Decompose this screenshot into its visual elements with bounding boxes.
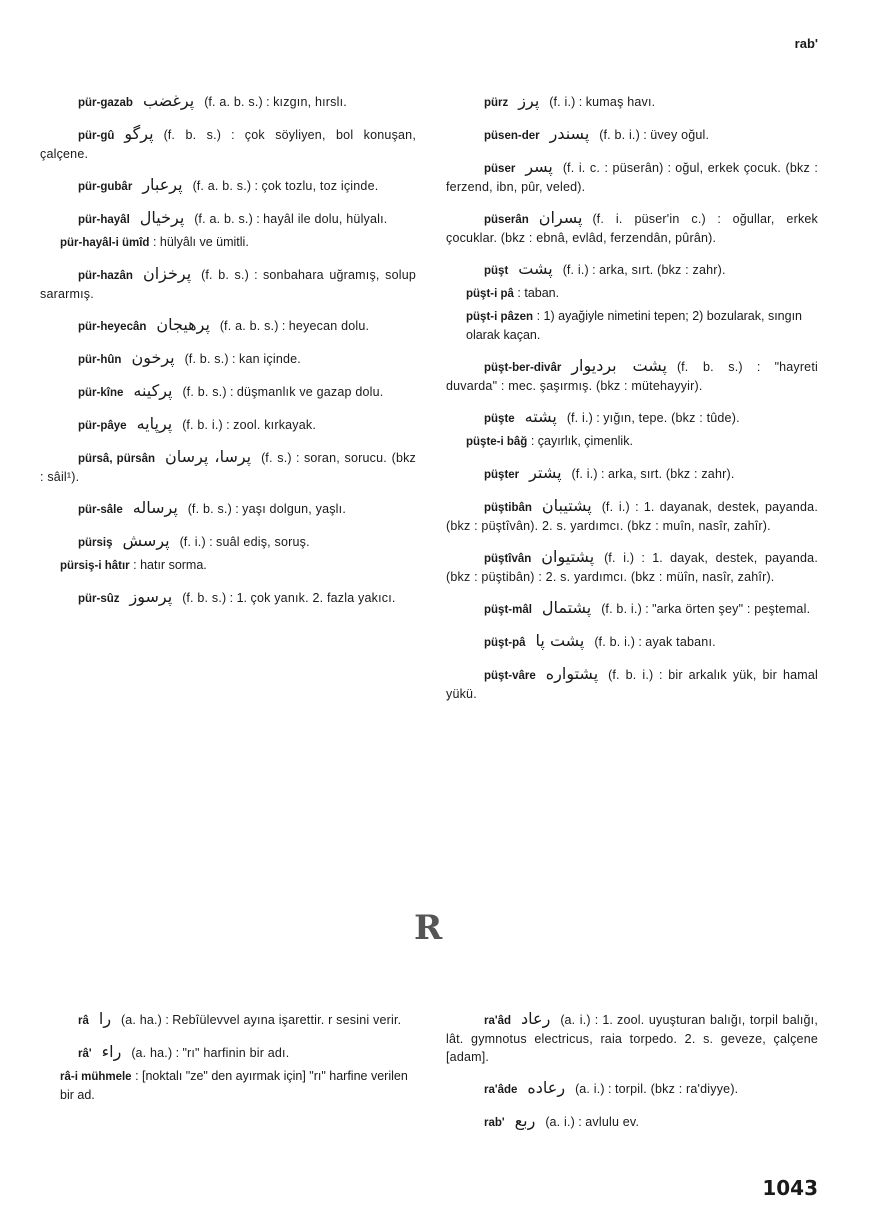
arabic-script: پرز bbox=[518, 91, 540, 110]
arabic-script: پشت پا bbox=[535, 631, 585, 650]
arabic-script: پرسا، پرسان bbox=[165, 447, 252, 466]
arabic-script: پشت بردیوار bbox=[571, 356, 667, 375]
running-head: rab' bbox=[794, 36, 818, 51]
headword: pürsiş-i hâtır bbox=[60, 560, 130, 572]
definition: (f. b. i.) : "arka örten şey" : peştemal. bbox=[601, 602, 811, 616]
dictionary-entry bbox=[40, 588, 416, 608]
definition: (f. b. s.) : sonbahara uğramış, solup sararmış. bbox=[40, 268, 416, 301]
definition: (f. a. b. s.) : heyecan dolu. bbox=[219, 319, 370, 333]
headword: rab' bbox=[484, 1117, 505, 1129]
headword: pür-gû bbox=[78, 130, 115, 142]
dictionary-entry bbox=[40, 92, 416, 112]
arabic-script: پسران bbox=[538, 208, 583, 227]
arabic-script: پشت bbox=[518, 259, 553, 278]
headword: püşte bbox=[484, 413, 515, 425]
headword: pür-sûz bbox=[78, 593, 120, 605]
definition: (a. ha.) : "rı" harfinin bir adı. bbox=[131, 1046, 290, 1060]
definition: (f. i. c. : püserân) : oğul, erkek çocuk. (bkz : ferzend, ibn, pûr, veled). bbox=[446, 161, 818, 194]
dictionary-entry bbox=[446, 158, 818, 196]
headword: püşt-i pâzen bbox=[466, 311, 534, 323]
headword: püşter bbox=[484, 469, 520, 481]
definition: (f. b. s.) : çok söyliyen, bol konuşan, çalçene. bbox=[40, 128, 416, 161]
definition: (f. i. püser'in c.) : oğullar, erkek çocuklar. (bkz : ebnâ, evlâd, ferzendân, pûrân). bbox=[446, 212, 818, 245]
dictionary-entry bbox=[40, 382, 416, 402]
left-column-top bbox=[40, 92, 416, 621]
definition: (f. b. s.) : "hayreti duvarda" : mec. şaşırmış. (bkz : mütehayyir). bbox=[446, 360, 818, 393]
definition: (f. a. b. s.) : hayâl ile dolu, hülyalı. bbox=[194, 212, 388, 226]
headword: püşt-mâl bbox=[484, 604, 532, 616]
headword: pür-gazab bbox=[78, 97, 133, 109]
dictionary-entry bbox=[40, 209, 416, 229]
arabic-script: پرسوز bbox=[129, 587, 173, 606]
definition: (f. a. b. s.) : çok tozlu, toz içinde. bbox=[192, 179, 379, 193]
sub-entry bbox=[60, 1067, 416, 1104]
definition: (a. i.) : 1. zool. uyuşturan balığı, torpil balığı, lât. gymnotus electricus, raia torpedo. 2. s. geveze, çalçene [adam]. bbox=[446, 1013, 818, 1064]
dictionary-entry bbox=[40, 316, 416, 336]
definition: (f. i.) : suâl ediş, soruş. bbox=[179, 535, 310, 549]
headword: pür-hayâl bbox=[78, 214, 130, 226]
headword: râ-i mühmele bbox=[60, 1071, 132, 1083]
definition: (f. i.) : yığın, tepe. (bkz : tûde). bbox=[566, 411, 740, 425]
dictionary-entry bbox=[446, 1079, 818, 1099]
dictionary-entry bbox=[40, 1043, 416, 1063]
arabic-script: رعاده bbox=[527, 1078, 566, 1097]
definition: (a. i.) : torpil. (bkz : ra'diyye). bbox=[575, 1082, 739, 1096]
right-column-top bbox=[446, 92, 818, 716]
definition: : taban. bbox=[517, 286, 560, 300]
arabic-script: پرعبار bbox=[142, 175, 183, 194]
sub-entry bbox=[60, 556, 416, 575]
definition: (a. ha.) : Rebîülevvel ayına işarettir. r sesini verir. bbox=[121, 1013, 402, 1027]
definition: : hülyâlı ve ümitli. bbox=[152, 235, 249, 249]
definition: : 1) ayağiyle nimetini tepen; 2) bozularak, sıngın olarak kaçan. bbox=[466, 309, 803, 342]
headword: ra'âd bbox=[484, 1015, 512, 1027]
arabic-script: پرکینه bbox=[133, 381, 173, 400]
arabic-script: پرسش bbox=[122, 531, 170, 550]
definition: (f. b. s.) : düşmanlık ve gazap dolu. bbox=[182, 385, 384, 399]
definition: (f. b. i.) : üvey oğul. bbox=[599, 128, 710, 142]
definition: (f. s.) : soran, sorucu. (bkz : sâil¹). bbox=[40, 451, 416, 484]
headword: püserân bbox=[484, 214, 529, 226]
headword: püşt-vâre bbox=[484, 670, 536, 682]
definition: (f. i.) : kumaş havı. bbox=[549, 95, 656, 109]
definition: (a. i.) : avlulu ev. bbox=[545, 1115, 640, 1129]
headword: püşte-i bâğ bbox=[466, 436, 528, 448]
arabic-script: پرخزان bbox=[142, 264, 192, 283]
headword: pür-hûn bbox=[78, 354, 122, 366]
sub-entry bbox=[466, 432, 818, 451]
headword: pürz bbox=[484, 97, 509, 109]
headword: püşt-pâ bbox=[484, 637, 526, 649]
headword: pür-pâye bbox=[78, 420, 127, 432]
arabic-script: پشتیبان bbox=[541, 496, 592, 515]
headword: ra'âde bbox=[484, 1084, 518, 1096]
dictionary-entry bbox=[446, 209, 818, 247]
dictionary-entry bbox=[446, 1010, 818, 1066]
page-number: 1043 bbox=[762, 1176, 818, 1200]
definition: (f. i.) : 1. dayak, destek, payanda. (bkz : püştibân) : 2. s. yardımcı. (bkz : müîn, nasîr, zahîr). bbox=[446, 551, 818, 584]
definition: (f. b. s.) : yaşı dolgun, yaşlı. bbox=[187, 502, 347, 516]
dictionary-entry bbox=[40, 415, 416, 435]
headword: pür-gubâr bbox=[78, 181, 133, 193]
headword: pür-hazân bbox=[78, 270, 133, 282]
definition: : hatır sorma. bbox=[133, 558, 207, 572]
dictionary-entry bbox=[40, 349, 416, 369]
definition: : çayırlık, çimenlik. bbox=[530, 434, 633, 448]
dictionary-entry bbox=[446, 260, 818, 280]
arabic-script: ربع bbox=[514, 1111, 536, 1130]
arabic-script: پشته bbox=[524, 407, 557, 426]
headword: püsen-der bbox=[484, 130, 540, 142]
arabic-script: پرخیال bbox=[139, 208, 185, 227]
headword: pür-kîne bbox=[78, 387, 124, 399]
dictionary-entry bbox=[446, 548, 818, 586]
headword: püştibân bbox=[484, 502, 532, 514]
dictionary-entry bbox=[446, 599, 818, 619]
headword: râ' bbox=[78, 1048, 92, 1060]
headword: râ bbox=[78, 1015, 89, 1027]
definition: (f. b. s.) : kan içinde. bbox=[184, 352, 301, 366]
headword: pürsâ, pürsân bbox=[78, 453, 156, 465]
headword: püser bbox=[484, 163, 516, 175]
definition: (f. i.) : arka, sırt. (bkz : zahr). bbox=[562, 263, 726, 277]
headword: pürsiş bbox=[78, 537, 113, 549]
arabic-script: پشتر bbox=[529, 463, 562, 482]
arabic-script: پرخون bbox=[131, 348, 175, 367]
arabic-script: راء bbox=[101, 1042, 122, 1061]
definition: (f. a. b. s.) : kızgın, hırslı. bbox=[204, 95, 347, 109]
arabic-script: پرگو bbox=[124, 124, 154, 143]
right-column-bottom bbox=[446, 1010, 818, 1145]
headword: püşt-i pâ bbox=[466, 288, 514, 300]
arabic-script: پرپایه bbox=[136, 414, 173, 433]
section-letter: R bbox=[414, 908, 444, 948]
dictionary-entry bbox=[446, 497, 818, 535]
headword: püşt bbox=[484, 265, 509, 277]
dictionary-entry bbox=[446, 1112, 818, 1132]
arabic-script: رعاد bbox=[521, 1009, 551, 1028]
headword: püşt-ber-divâr bbox=[484, 362, 562, 374]
dictionary-entry bbox=[446, 92, 818, 112]
dictionary-entry bbox=[446, 408, 818, 428]
headword: pür-hayâl-i ümîd bbox=[60, 237, 150, 249]
definition: (f. i.) : 1. dayanak, destek, payanda. (bkz : püştîvân). 2. s. yardımcı. (bkz : muîn, nasîr, zahîr). bbox=[446, 500, 818, 533]
dictionary-entry bbox=[40, 265, 416, 303]
definition: (f. i.) : arka, sırt. (bkz : zahr). bbox=[571, 467, 735, 481]
sub-entry bbox=[466, 307, 818, 344]
arabic-script: پسندر bbox=[549, 124, 590, 143]
dictionary-entry bbox=[40, 532, 416, 552]
arabic-script: پشتیوان bbox=[541, 547, 595, 566]
arabic-script: پرهیجان bbox=[156, 315, 210, 334]
arabic-script: پرغضب bbox=[142, 91, 195, 110]
arabic-script: را bbox=[98, 1009, 112, 1028]
headword: püştîvân bbox=[484, 553, 532, 565]
arabic-script: پسر bbox=[525, 157, 553, 176]
dictionary-entry bbox=[40, 125, 416, 163]
left-column-bottom bbox=[40, 1010, 416, 1117]
dictionary-entry bbox=[40, 1010, 416, 1030]
dictionary-entry bbox=[446, 357, 818, 395]
headword: pür-heyecân bbox=[78, 321, 147, 333]
definition: : [noktalı "ze" den ayırmak için] "rı" harfine verilen bir ad. bbox=[60, 1069, 408, 1102]
headword: pür-sâle bbox=[78, 504, 123, 516]
dictionary-entry bbox=[446, 665, 818, 703]
sub-entry bbox=[60, 233, 416, 252]
definition: (f. b. i.) : zool. kırkayak. bbox=[182, 418, 317, 432]
arabic-script: پشتمال bbox=[541, 598, 592, 617]
dictionary-entry bbox=[40, 499, 416, 519]
dictionary-entry bbox=[446, 632, 818, 652]
sub-entry bbox=[466, 284, 818, 303]
definition: (f. b. i.) : ayak tabanı. bbox=[594, 635, 716, 649]
definition: (f. b. s.) : 1. çok yanık. 2. fazla yakıcı. bbox=[182, 591, 396, 605]
arabic-script: پرساله bbox=[132, 498, 178, 517]
arabic-script: پشتواره bbox=[545, 664, 599, 683]
dictionary-entry bbox=[446, 464, 818, 484]
dictionary-entry bbox=[446, 125, 818, 145]
definition: (f. b. i.) : bir arkalık yük, bir hamal yükü. bbox=[446, 668, 818, 701]
dictionary-entry bbox=[40, 176, 416, 196]
dictionary-entry bbox=[40, 448, 416, 486]
